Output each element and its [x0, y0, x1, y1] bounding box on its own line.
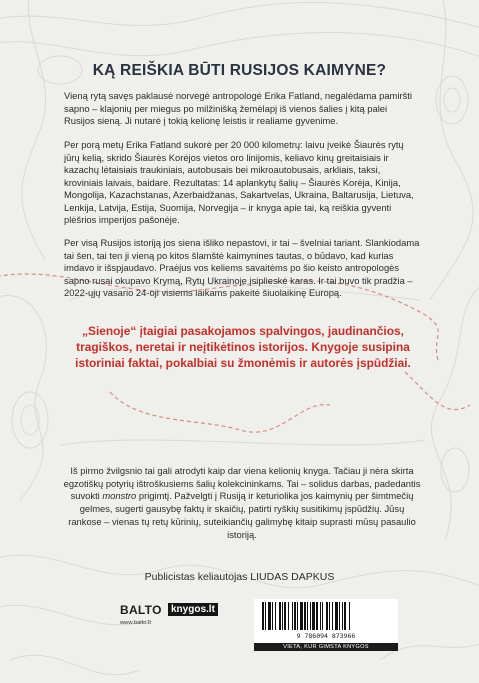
paragraph-intro: Vieną rytą savęs paklausė norvegė antropologė Erika Fatland, negalėdama pamiršti sapno – klajonių per miegus po milžinišką žemėlapį iš vienos šalies į kitą palei Rusijos sieną. Ji nutarė į tokią kelionę leistis ir realiame gyvenime.	[64, 90, 412, 126]
barcode-bar	[292, 602, 293, 630]
barcode-bar	[339, 602, 340, 630]
barcode-bar	[297, 602, 298, 630]
knygos-logo: knygos.lt	[168, 603, 218, 616]
balto-url: www.balto.lt	[120, 620, 151, 626]
review-emphasis: monstro	[102, 490, 137, 502]
barcode-bar	[320, 602, 321, 630]
barcode-bar	[265, 602, 266, 630]
barcode-bar	[342, 602, 343, 630]
barcode-bar	[294, 602, 296, 630]
barcode	[254, 599, 398, 643]
paragraph-journey: Per porą metų Erika Fatland sukorė per 20 000 kilometrų: laivu įveikė Šiaurės rytų jūrų kelią, skrido Šiaurės Korėjos vietos oro linijomis, keliavo kinų greitaisiais ir kazachų lėtaisiais traukiniais, autobusais bei mikroautobusais, arkliais, taksi, kroviniais laivais, baidare. Rezultatas: 14 aplankytų šalių – Šiaurės Korėja, Kinija, Mongolija, Kazachstanas, Azerbaidžanas, Sakartvelas, Ukraina, Baltarusija, Lietuva, Lenkija, Latvija, Estija, Suomija, Norvegija – ir knyga apie tai, ką reiškia gyventi plėšrios imperijos pašonėje.	[64, 139, 414, 225]
barcode-bar	[300, 602, 303, 630]
barcode-bars	[260, 602, 392, 632]
barcode-bar	[262, 602, 264, 630]
publisher-logos	[120, 601, 240, 641]
isbn-digits: 9 786094 873966	[296, 632, 356, 640]
paragraph-history: Per visą Rusijos istoriją jos siena išliko nepastovi, ir tai – švelniai tariant. Slankiodama tai šen, tai ten ji vieną po kitos šlamštė kaimynines tautas, o būdavo, kad kurias imdavo ir išspjaudavo. Praėjus vos keliems savaitėms po šio keisto antropologės sapno rusai okupavo Krymą, Rytų Ukrainoje įsiplieskė karas. Ir tai buvo tik pradžia – 2022-ųjų vasario 24-oji visiems laikams pakeitė šiuolaikinę Europą.	[64, 237, 420, 298]
barcode-bar	[329, 602, 330, 630]
barcode-bar	[279, 602, 281, 630]
balto-logo: BALTO	[120, 603, 162, 617]
barcode-bar	[288, 602, 289, 630]
review-text	[62, 465, 422, 541]
barcode-bar	[268, 602, 271, 630]
headline: KĄ REIŠKIA BŪTI RUSIJOS KAIMYNE?	[92, 62, 387, 79]
barcode-bar	[272, 602, 273, 630]
barcode-bar	[312, 602, 315, 630]
slogan-strip: VIETA, KUR GIMSTA KNYGOS	[254, 643, 398, 651]
pull-quote: „Sienoje“ įtaigiai pasakojamos spalvingos, jaudinančios, tragiškos, neretai ir neįtikėtinos istorijos. Knygoje susipina istoriniai faktai, pokalbiai su žmonėmis ir autorės įspūdžiai.	[75, 324, 411, 370]
border-dashed-line	[110, 392, 330, 432]
barcode-bar	[282, 602, 283, 630]
barcode-bar	[349, 602, 350, 630]
review-signature: Publicistas keliautojas LIUDAS DAPKUS	[144, 571, 335, 583]
barcode-bar	[275, 602, 276, 630]
barcode-bar	[284, 602, 286, 630]
barcode-bar	[335, 602, 338, 630]
barcode-bar	[307, 602, 308, 630]
barcode-bar	[326, 602, 328, 630]
barcode-bar	[316, 602, 318, 630]
barcode-bar	[322, 602, 323, 630]
barcode-bar	[332, 602, 333, 630]
review-part-1: Iš pirmo žvilgsnio tai gali atrodyti kaip dar viena kelionių knyga. Tačiau ji nėra skirta egzotiškų potyrių ištroškusiems šalių kolekcininkams. Tai – solidus darbas, padedantis suvokti	[63, 465, 421, 502]
review-part-2: prigimtį. Pažvelgti į Rusiją ir keturiolika jos kaimynių per šimtmečių gelmes, sugerti gausybę faktų ir skaičių, patirti ryškių susitikimų įspūdžių. Jūsų rankose – vienas tų retų kūrinių, suteikiančių galimybę kitaip suprasti mūsų pasaulio istoriją.	[68, 490, 416, 540]
barcode-bar	[310, 602, 311, 630]
barcode-bar	[344, 602, 346, 630]
barcode-bar	[304, 602, 306, 630]
